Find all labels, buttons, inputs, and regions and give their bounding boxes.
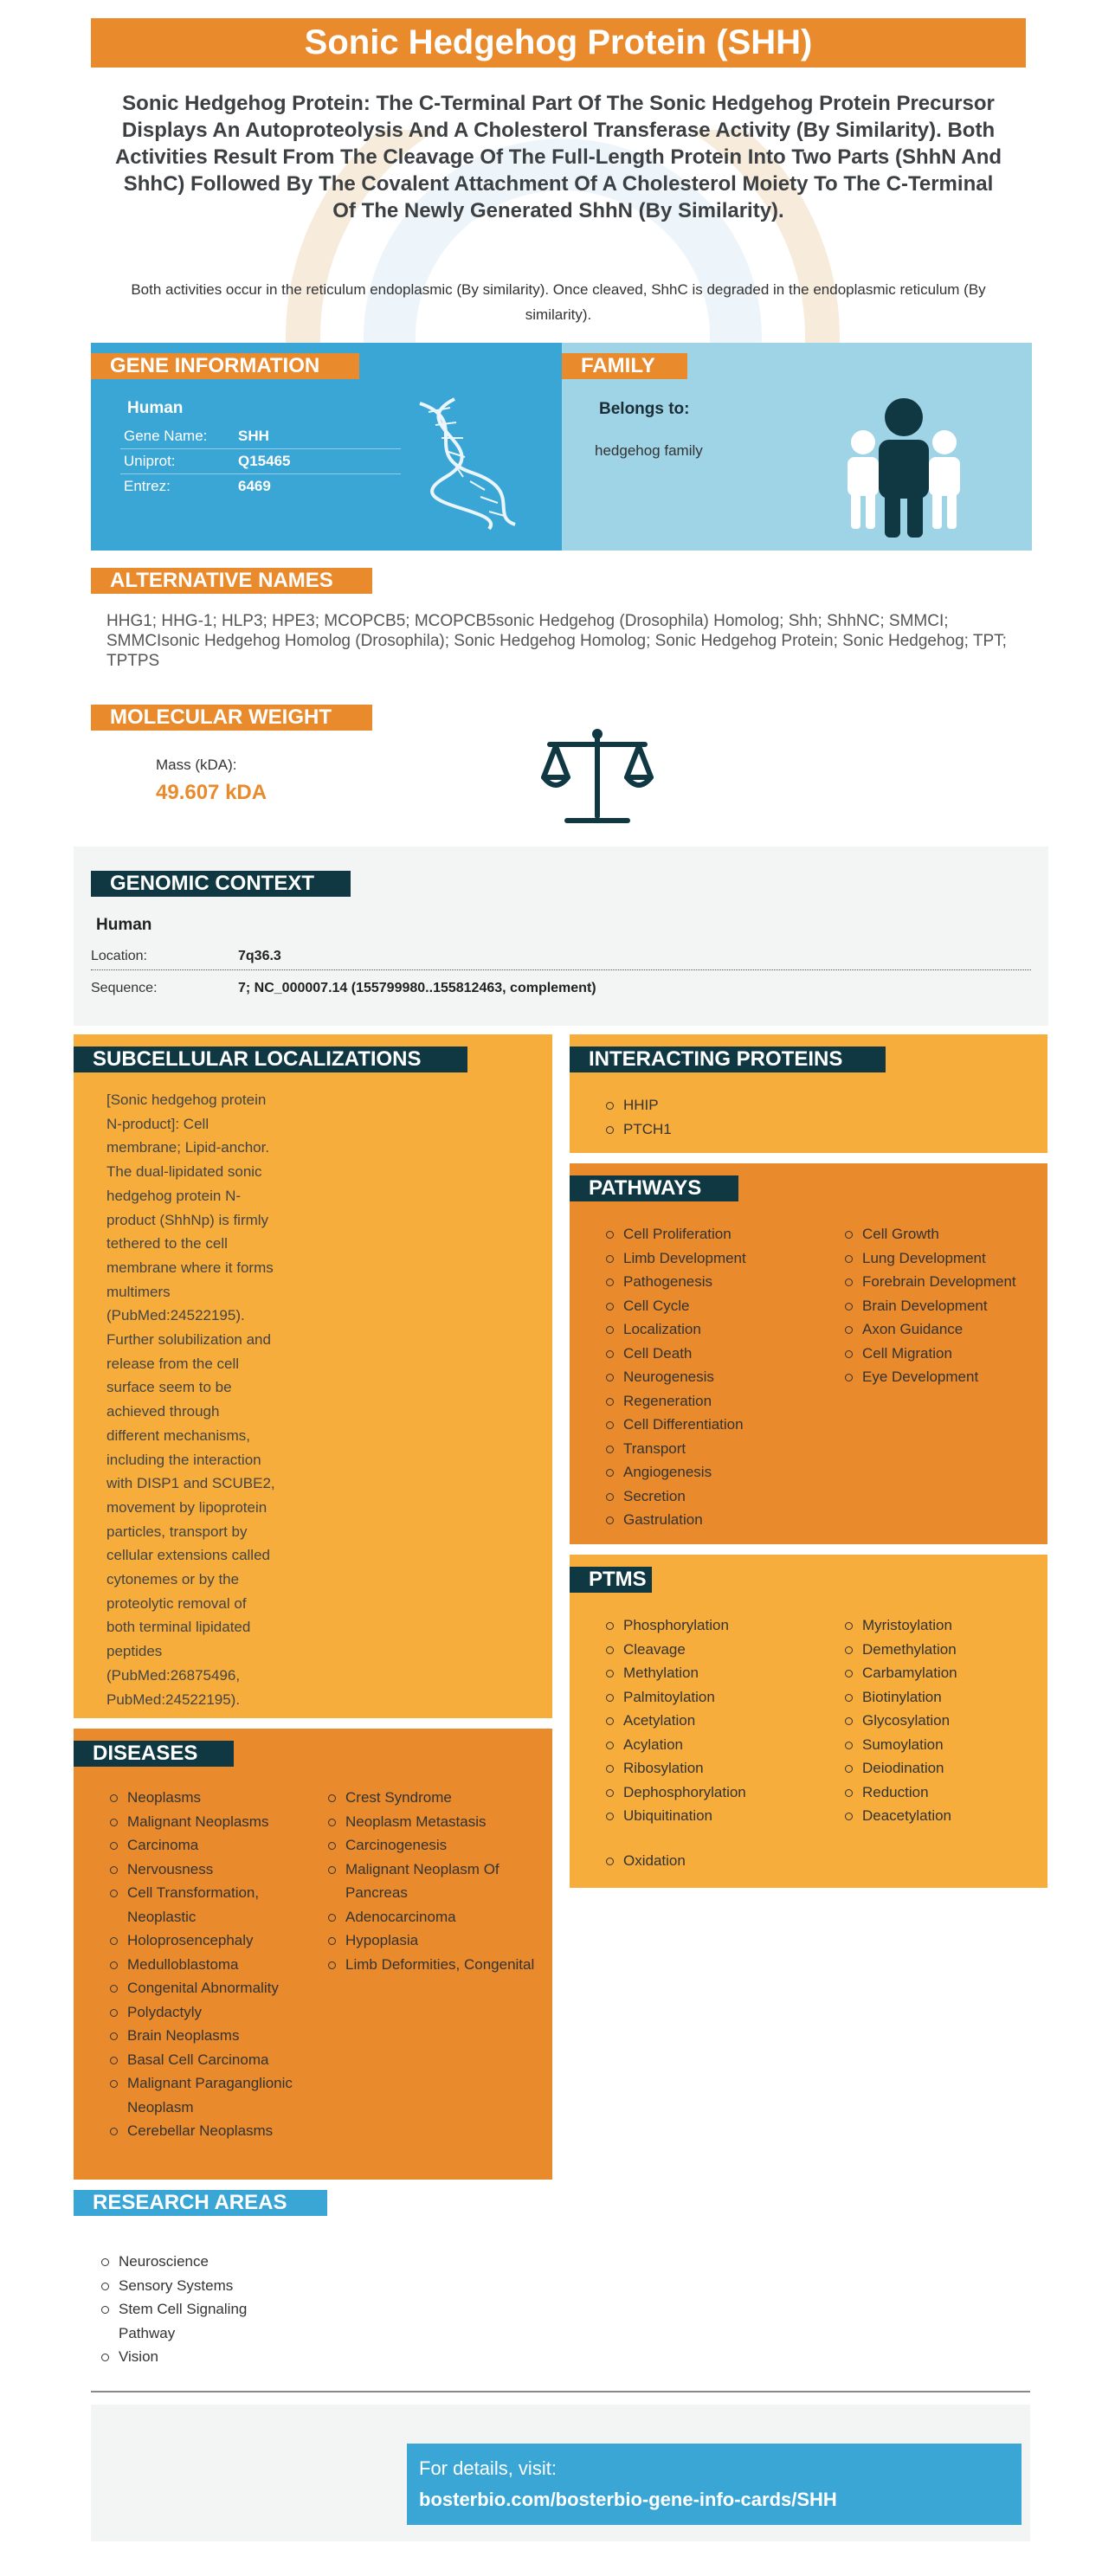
list-item: Cell Cycle [604,1294,838,1318]
text-line: achieved through [106,1403,220,1420]
list-item: Nervousness [108,1858,316,1882]
list-item: Crest Syndrome [326,1786,538,1810]
footer-divider [91,2391,1030,2392]
list-item: Deacetylation [843,1804,1042,1828]
interacting-proteins-heading: INTERACTING PROTEINS [570,1046,886,1072]
divider [120,448,401,449]
list-item: Axon Guidance [843,1317,1042,1342]
list-item: Cell Differentiation [604,1413,838,1437]
text-line: cellular extensions called [106,1547,270,1564]
list-item: Palmitoylation [604,1685,838,1710]
gene-species: Human [127,399,184,417]
list-item: Carbamylation [843,1661,1042,1685]
list-item: Malignant Paraganglionic Neoplasm [108,2071,316,2119]
diseases-list-col2 [326,1786,538,1976]
list-item: Transport [604,1437,838,1461]
list-item: Localization [604,1317,838,1342]
list-item: Neoplasms [108,1786,316,1810]
list-item: Deiodination [843,1756,1042,1781]
list-item: Neuroscience [100,2250,299,2274]
subcellular-text [106,1088,366,1711]
text-line: (PubMed:26875496, [106,1666,241,1684]
diseases-list-col1 [108,1786,316,2143]
list-item: Cell Transformation, Neoplastic [108,1881,316,1929]
text-line: including the interaction [106,1451,261,1468]
genomic-context-panel [74,847,1048,1026]
details-link-box[interactable] [407,2444,1022,2525]
scale-icon [537,725,658,829]
family-panel [562,343,1032,551]
list-item: Cell Death [604,1342,838,1366]
text-line: with DISP1 and SCUBE2, [106,1475,275,1492]
list-item: Myristoylation [843,1613,1042,1638]
interacting-proteins-list [604,1093,672,1141]
list-item: Demethylation [843,1638,1042,1662]
diseases-panel [74,1729,552,2180]
divider [91,969,1031,970]
text-line: surface seem to be [106,1379,232,1396]
subline: Both activities occur in the reticulum endoplasmic (By similarity). Once cleaved, ShhC is degraded in the endoplasmic reticulum (By similarity). [131,281,986,323]
details-label: For details, visit: [419,2457,557,2479]
list-item: Carcinoma [108,1833,316,1858]
list-item: Stem Cell Signaling Pathway [100,2297,299,2345]
ptms-list-extra [604,1849,686,1873]
list-item: Methylation [604,1661,838,1685]
list-item: Brain Development [843,1294,1042,1318]
family-heading: FAMILY [562,353,687,379]
gene-name-label: Gene Name: [124,428,208,444]
list-item: Biotinylation [843,1685,1042,1710]
location-value: 7q36.3 [238,949,281,963]
list-item: Limb Development [604,1246,838,1271]
text-line: both terminal lipidated [106,1619,251,1636]
text-line: [Sonic hedgehog protein [106,1092,267,1108]
list-item: Carcinogenesis [326,1833,538,1858]
text-line: membrane; Lipid-anchor. [106,1139,270,1156]
list-item: Gastrulation [604,1508,838,1532]
list-item: Holoprosencephaly [108,1929,316,1953]
list-item: Phosphorylation [604,1613,838,1638]
list-item: Basal Cell Carcinoma [108,2048,316,2072]
gene-information-heading: GENE INFORMATION [91,353,359,379]
genomic-context-heading: GENOMIC CONTEXT [91,871,351,897]
text-line: cytonemes or by the [106,1571,240,1588]
research-areas-list [100,2250,299,2369]
text-line: membrane where it forms [106,1259,274,1276]
list-item: Secretion [604,1484,838,1509]
subcellular-panel [74,1034,552,1718]
ptms-heading: PTMS [570,1567,652,1593]
text-line: movement by lipoprotein [106,1498,267,1516]
list-item: Brain Neoplasms [108,2024,316,2048]
text-line: product (ShhNp) is firmly [106,1211,269,1228]
list-item: Sumoylation [843,1733,1042,1757]
entrez-value: 6469 [238,478,271,494]
interacting-proteins-panel [570,1034,1047,1153]
ptms-list-col1 [604,1613,838,1828]
list-item: PTCH1 [604,1117,672,1142]
list-item: Pathogenesis [604,1270,838,1294]
uniprot-label: Uniprot: [124,453,176,469]
text-line: particles, transport by [106,1523,248,1540]
mass-label: Mass (kDA): [156,757,237,773]
entrez-label: Entrez: [124,478,171,494]
molecular-weight-heading: MOLECULAR WEIGHT [91,705,372,731]
location-label: Location: [91,949,147,963]
ptms-list-col2 [843,1613,1042,1828]
people-icon [839,395,969,538]
diseases-heading: DISEASES [74,1741,234,1767]
subcellular-heading: SUBCELLULAR LOCALIZATIONS [74,1046,467,1072]
sequence-value: 7; NC_000007.14 (155799980..155812463, complement) [238,981,596,995]
page-title: Sonic Hedgehog Protein (SHH) [91,18,1026,68]
text-line: peptides [106,1643,163,1660]
list-item: Cell Growth [843,1222,1042,1246]
list-item: Lung Development [843,1246,1042,1271]
list-item: Acylation [604,1733,838,1757]
list-item: Malignant Neoplasm Of Pancreas [326,1858,538,1905]
text-line: multimers [106,1283,171,1300]
text-line: PubMed:24522195). [106,1690,241,1708]
uniprot-value: Q15465 [238,453,291,469]
pathways-list-col2 [843,1222,1042,1389]
dna-icon [403,395,532,533]
list-item: Sensory Systems [100,2274,299,2298]
list-item: Cell Migration [843,1342,1042,1366]
list-item: Limb Deformities, Congenital [326,1953,538,1977]
text-line: (PubMed:24522195). [106,1307,245,1324]
list-item: Oxidation [604,1849,686,1873]
divider [120,473,401,474]
details-link[interactable]: bosterbio.com/bosterbio-gene-info-cards/SHH [419,2489,837,2510]
pathways-heading: PATHWAYS [570,1175,738,1201]
alternative-names-heading: ALTERNATIVE NAMES [91,568,372,594]
headline: Sonic Hedgehog Protein: The C-Terminal Part Of The Sonic Hedgehog Protein Precursor Displays An Autoproteolysis And A Cholesterol Transferase Activity (By Similarity). Both Activities Result From The Cleavage Of The Full-Length Protein Into Two Parts (ShhN And ShhC) Followed By The Covalent Attachment Of A Cholesterol Moiety To The C-Terminal Of The Newly Generated ShhN (By Similarity). [114,92,1002,222]
pathways-list-col1 [604,1222,838,1532]
list-item: Polydactyly [108,2000,316,2025]
list-item: Reduction [843,1781,1042,1805]
mass-value: 49.607 kDA [156,781,267,804]
genomic-species: Human [96,916,152,934]
pathways-panel [570,1163,1047,1544]
list-item: Vision [100,2345,299,2369]
list-item: Regeneration [604,1389,838,1414]
list-item: HHIP [604,1093,672,1117]
family-value: hedgehog family [595,442,703,459]
list-item: Medulloblastoma [108,1953,316,1977]
research-areas-heading: RESEARCH AREAS [74,2190,327,2216]
sequence-label: Sequence: [91,981,158,995]
family-belongs-label: Belongs to: [599,400,690,418]
text-line: The dual-lipidated sonic [106,1163,262,1181]
list-item: Hypoplasia [326,1929,538,1953]
list-item: Ribosylation [604,1756,838,1781]
text-line: proteolytic removal of [106,1594,247,1612]
gene-information-panel [91,343,562,551]
text-line: Further solubilization and [106,1331,271,1349]
list-item: Eye Development [843,1365,1042,1389]
ptms-panel [570,1555,1047,1888]
text-line: N-product]: Cell [106,1115,209,1132]
list-item: Congenital Abnormality [108,1976,316,2000]
list-item: Malignant Neoplasms [108,1810,316,1834]
alternative-names-text: HHG1; HHG-1; HLP3; HPE3; MCOPCB5; MCOPCB5sonic Hedgehog (Drosophila) Homolog; Shh; ShhNC; SMMCI; SMMCIsonic Hedgehog Homolog (Drosophila); Sonic Hedgehog Homolog; Sonic Hedgehog Protein; Sonic Hedgehog; TPT; TPTPS [106,612,1007,670]
text-line: release from the cell [106,1355,240,1372]
list-item: Ubiquitination [604,1804,838,1828]
list-item: Cerebellar Neoplasms [108,2119,316,2143]
text-line: hedgehog protein N- [106,1187,242,1204]
list-item: Adenocarcinoma [326,1905,538,1929]
list-item: Angiogenesis [604,1460,838,1484]
list-item: Neoplasm Metastasis [326,1810,538,1834]
list-item: Forebrain Development [843,1270,1042,1294]
list-item: Cleavage [604,1638,838,1662]
text-line: tethered to the cell [106,1235,228,1253]
list-item: Glycosylation [843,1709,1042,1733]
list-item: Cell Proliferation [604,1222,838,1246]
list-item: Neurogenesis [604,1365,838,1389]
list-item: Dephosphorylation [604,1781,838,1805]
gene-name-value: SHH [238,428,269,444]
text-line: different mechanisms, [106,1426,250,1444]
list-item: Acetylation [604,1709,838,1733]
